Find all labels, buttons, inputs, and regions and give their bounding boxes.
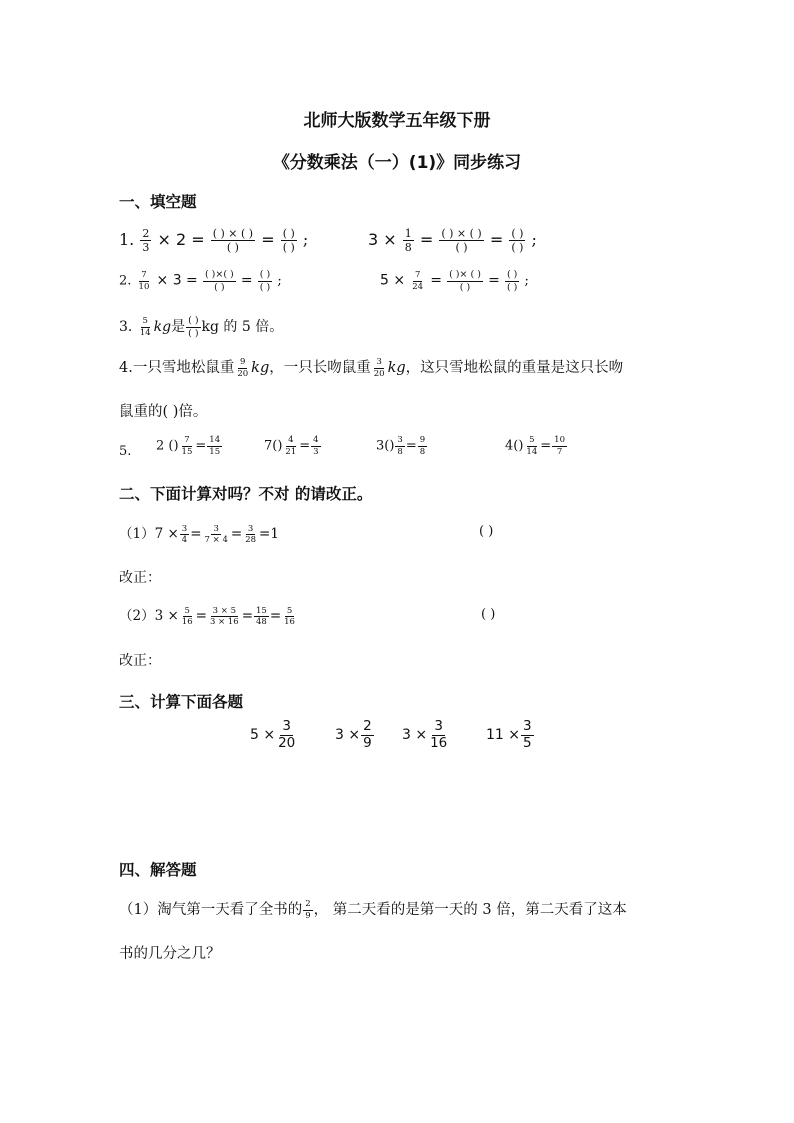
blank-fraction: $\frac{( )}{( )}$ xyxy=(188,315,199,339)
q5-item: 2 () $\frac{7}{15}$ = $\frac{14}{15}$ xyxy=(156,435,221,457)
question-number: 2. xyxy=(119,273,132,289)
blank-fraction: $\frac{( )}{( )}$ xyxy=(506,269,518,293)
word-problem-line2: 书的几分之几？ xyxy=(119,946,221,962)
question-tail: kg 的 5 倍。 xyxy=(201,319,284,335)
page-title: 北师大版数学五年级下册 xyxy=(303,111,491,131)
compute-item: 11 × $\frac{3}{5}$ xyxy=(486,718,532,751)
section-heading-fill-blank: 一、填空题 xyxy=(119,193,197,211)
semicolon: ; xyxy=(531,230,537,249)
unit: kg xyxy=(387,360,406,376)
answer-blank[interactable]: ( ) xyxy=(479,524,494,539)
q5-item: 3() $\frac{3}{8}$ = $\frac{9}{8}$ xyxy=(376,435,426,457)
question-text: ，一只长吻鼠重 xyxy=(269,360,371,376)
equals-sign: = xyxy=(489,230,504,249)
compute-item: 3 × $\frac{2}{9}$ xyxy=(335,718,372,751)
blank-fraction: $\frac{( )\times( )}{( )}$ xyxy=(204,269,234,293)
expression-text: × 3 = xyxy=(156,272,198,289)
fraction: $\frac{2}{3}$ xyxy=(142,227,150,254)
equals-sign: = xyxy=(240,272,253,289)
blank-fraction: $\frac{( )}{( )}$ xyxy=(259,269,271,293)
section-heading-check: 二、下面计算对吗？不对 的请改正。 xyxy=(119,485,373,503)
expression-text: × 2 = xyxy=(157,230,205,249)
question-text: ，这只雪地松鼠的重量是这只长吻 xyxy=(405,360,624,376)
unit: kg xyxy=(251,360,270,376)
blank-fraction: $\frac{( ) \times ( )}{( )}$ xyxy=(212,227,254,254)
connector-text: 是 xyxy=(171,319,186,335)
blank-fraction: $\frac{( )}{( )}$ xyxy=(511,227,524,254)
correction-label: 改正： xyxy=(119,570,161,586)
question-2a xyxy=(119,270,282,292)
blank-fraction: $\frac{( )}{( )}$ xyxy=(282,227,295,254)
question-1b xyxy=(368,228,537,253)
compute-item: 3 × $\frac{3}{16}$ xyxy=(402,718,448,751)
check-problem-1: （1）7 × $\frac{3}{4}$ = $\frac{3}{7 \times 4}$ = $\frac{3}{28}$ =1 xyxy=(119,523,279,545)
question-text: 4.一只雪地松鼠重 xyxy=(119,360,235,376)
semicolon: ; xyxy=(302,230,309,249)
check-problem-2: （2）3 × $\frac{5}{16}$ = $\frac{3 \times 5}{3 \times 16}$ = $\frac{15}{48}$ = $\frac{5}{16}$ xyxy=(119,605,295,627)
answer-blank[interactable]: ( ) xyxy=(481,607,496,622)
fraction: $\frac{3}{20}$ xyxy=(373,357,385,379)
question-number: 3. xyxy=(119,319,133,335)
semicolon: ; xyxy=(524,273,529,289)
question-4-line2: 鼠重的( )倍。 xyxy=(119,404,208,420)
fraction: $\frac{9}{20}$ xyxy=(237,357,249,379)
page-subtitle: 《分数乘法（一）(1)》同步练习 xyxy=(272,153,522,173)
section-heading-word-problem: 四、解答题 xyxy=(119,861,197,879)
equals-sign: = xyxy=(261,230,275,249)
fraction: $\frac{7}{24}$ xyxy=(412,270,424,292)
equals-sign: = xyxy=(419,230,434,249)
blank-fraction: $\frac{( )\times ( )}{( )}$ xyxy=(449,269,481,293)
fraction: $\frac{7}{10}$ xyxy=(138,270,150,292)
semicolon: ; xyxy=(277,273,282,289)
correction-label: 改正： xyxy=(119,653,161,669)
word-problem-line1: （1）淘气第一天看了全书的 $\frac{2}{9}$ ， 第二天看的是第一天的 3 倍，第二天看了这本 xyxy=(119,899,627,921)
q5-item: 7() $\frac{4}{21}$ = $\frac{4}{3}$ xyxy=(264,435,319,457)
fraction: $\frac{5}{14}$ xyxy=(139,316,151,338)
q5-item: 4() $\frac{5}{14}$ = $\frac{10}{7}$ xyxy=(505,435,565,457)
unit: kg xyxy=(153,319,172,335)
fraction: $\frac{1}{8}$ xyxy=(404,227,412,254)
expression-text: 3 × xyxy=(368,230,397,249)
question-1a xyxy=(119,228,308,253)
equals-sign: = xyxy=(430,272,442,289)
question-number: 1. xyxy=(119,230,135,249)
expression-text: 5 × xyxy=(380,272,406,289)
question-5-number: 5. xyxy=(119,444,132,459)
question-3 xyxy=(119,316,283,338)
compute-item: 5 × $\frac{3}{20}$ xyxy=(250,718,296,751)
equals-sign: = xyxy=(488,272,500,289)
question-4-line1 xyxy=(119,356,623,378)
section-heading-compute: 三、计算下面各题 xyxy=(119,693,244,711)
question-2b xyxy=(380,270,529,292)
blank-fraction: $\frac{( ) \times ( )}{( )}$ xyxy=(441,227,482,254)
